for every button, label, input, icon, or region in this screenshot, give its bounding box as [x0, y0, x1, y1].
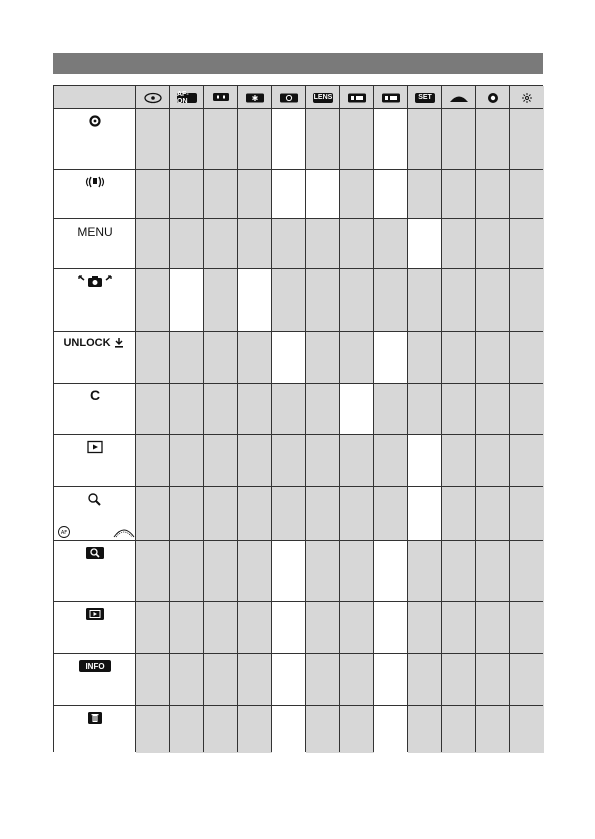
table-cell — [442, 487, 476, 541]
table-cell — [238, 654, 272, 706]
table-cell — [340, 170, 374, 219]
table-cell — [204, 269, 238, 332]
table-cell — [374, 332, 408, 384]
table-cell — [170, 170, 204, 219]
row-playback-label-cell — [54, 435, 136, 487]
svg-text:AF: AF — [60, 530, 68, 536]
row-menu-label-cell — [54, 219, 136, 269]
playback-icon-wrap — [54, 439, 136, 455]
table-cell — [170, 487, 204, 541]
table-cell — [204, 706, 238, 753]
table-cell — [374, 706, 408, 753]
trash-icon-wrap — [54, 710, 136, 726]
table-cell — [476, 487, 510, 541]
magnify-button-icon-wrap — [54, 545, 136, 561]
ae-lock-icon — [245, 92, 265, 104]
magnify-dial-icons — [54, 523, 136, 539]
table-cell — [136, 269, 170, 332]
table-cell — [510, 654, 544, 706]
table-cell — [272, 435, 306, 487]
column-divider — [475, 85, 476, 752]
table-cell — [374, 384, 408, 435]
table-cell — [204, 170, 238, 219]
table-cell — [374, 219, 408, 269]
table-cell — [408, 109, 442, 170]
table-cell — [476, 219, 510, 269]
table-cell — [340, 487, 374, 541]
table-cell — [374, 170, 408, 219]
row-divider — [53, 705, 543, 706]
main-dial-icon-wrap — [442, 86, 476, 109]
stabilizer-icon-wrap — [54, 174, 136, 190]
table-cell — [238, 602, 272, 654]
ae-lock-icon-wrap — [238, 86, 272, 109]
table-cell — [238, 541, 272, 602]
unlock-label: UNLOCK — [63, 337, 111, 349]
table-cell — [442, 541, 476, 602]
main-dial-icon — [449, 92, 469, 104]
table-cell — [374, 435, 408, 487]
af-point-select-icon-wrap — [204, 86, 238, 109]
table-cell — [136, 435, 170, 487]
table-cell — [204, 654, 238, 706]
table-cell — [374, 602, 408, 654]
table-cell — [272, 706, 306, 753]
table-cell — [136, 384, 170, 435]
table-cell — [442, 219, 476, 269]
table-cell — [238, 332, 272, 384]
table-cell — [476, 332, 510, 384]
table-cell — [306, 109, 340, 170]
magnify-sub-icons — [54, 523, 136, 539]
table-cell — [476, 170, 510, 219]
row-divider — [53, 268, 543, 269]
table-cell — [340, 435, 374, 487]
table-cell — [442, 269, 476, 332]
playback-button-icon — [85, 607, 105, 621]
magnify-icon-wrap — [54, 491, 136, 507]
table-cell — [204, 384, 238, 435]
table-cell — [374, 541, 408, 602]
column-divider — [271, 85, 272, 752]
table-cell — [170, 435, 204, 487]
table-cell — [476, 654, 510, 706]
table-cell — [374, 654, 408, 706]
row-magnify-button-label-cell — [54, 541, 136, 602]
metering-modes-icon — [143, 92, 163, 104]
row-divider — [53, 486, 543, 487]
table-cell — [476, 109, 510, 170]
column-divider — [441, 85, 442, 752]
table-cell — [170, 332, 204, 384]
table-cell — [340, 219, 374, 269]
table-cell — [238, 170, 272, 219]
row-divider — [53, 383, 543, 384]
row-camera-tilt-label-cell — [54, 269, 136, 332]
camera-icon — [77, 274, 113, 288]
row-divider — [53, 434, 543, 435]
table-cell — [408, 602, 442, 654]
flash-button-icon — [279, 92, 299, 104]
table-cell — [272, 332, 306, 384]
table-cell — [340, 384, 374, 435]
table-cell — [306, 219, 340, 269]
table-cell — [510, 170, 544, 219]
row-image-stabilizer-label-cell — [54, 170, 136, 219]
table-cell — [510, 541, 544, 602]
table-cell — [510, 706, 544, 753]
table-cell — [306, 602, 340, 654]
table-cell — [408, 170, 442, 219]
table-cell — [510, 109, 544, 170]
header-cell — [510, 86, 544, 109]
table-cell — [408, 654, 442, 706]
af-point-select-icon — [211, 92, 231, 104]
row-playback-button-label-cell — [54, 602, 136, 654]
table-cell — [510, 269, 544, 332]
column-divider — [339, 85, 340, 752]
column-divider — [373, 85, 374, 752]
table-cell — [306, 170, 340, 219]
table-cell — [170, 219, 204, 269]
shutter-icon — [85, 114, 105, 128]
record-button-icon — [483, 92, 503, 104]
table-cell — [510, 384, 544, 435]
table-cell — [238, 269, 272, 332]
table-cell — [510, 487, 544, 541]
unlock-arrow-icon — [114, 337, 124, 349]
table-cell — [442, 170, 476, 219]
table-cell — [306, 435, 340, 487]
table-cell — [510, 219, 544, 269]
table-cell — [170, 541, 204, 602]
table-cell — [272, 602, 306, 654]
table-cell — [170, 384, 204, 435]
table-cell — [408, 706, 442, 753]
header-cell — [204, 86, 238, 109]
row-divider — [53, 540, 543, 541]
playback-icon — [85, 440, 105, 454]
table-cell — [238, 706, 272, 753]
table-cell — [272, 219, 306, 269]
table-cell — [272, 170, 306, 219]
table-cell — [442, 332, 476, 384]
table-cell — [238, 487, 272, 541]
table-cell — [408, 384, 442, 435]
table-cell — [374, 269, 408, 332]
record-button-icon-wrap — [476, 86, 510, 109]
row-divider — [53, 653, 543, 654]
table-cell — [442, 602, 476, 654]
table-cell — [340, 541, 374, 602]
table-cell — [170, 269, 204, 332]
sub-dial-icon — [517, 92, 537, 104]
table-cell — [204, 487, 238, 541]
shutter-icon-wrap — [54, 113, 136, 129]
table-cell — [408, 541, 442, 602]
column-divider — [135, 85, 136, 752]
table-cell — [272, 654, 306, 706]
row-info-label-cell — [54, 654, 136, 706]
table-cell — [272, 109, 306, 170]
header-cell — [238, 86, 272, 109]
column-divider — [407, 85, 408, 752]
table-cell — [306, 487, 340, 541]
table-cell — [170, 602, 204, 654]
set-button-icon: SET — [415, 93, 435, 103]
dial-rotation-2-icon — [381, 92, 401, 104]
table-cell — [136, 332, 170, 384]
table-cell — [204, 219, 238, 269]
table-cell — [170, 654, 204, 706]
table-cell — [510, 435, 544, 487]
table-cell — [136, 654, 170, 706]
table-cell — [238, 109, 272, 170]
table-cell — [442, 435, 476, 487]
header-cell — [306, 86, 340, 109]
dial-rotation-icon — [347, 92, 367, 104]
table-cell — [204, 332, 238, 384]
table-cell — [238, 219, 272, 269]
dial-rotation-icon-wrap — [340, 86, 374, 109]
table-cell — [204, 109, 238, 170]
table-cell — [408, 219, 442, 269]
stabilizer-icon — [85, 175, 105, 189]
custom-label: C — [89, 387, 101, 403]
row-erase-label-cell — [54, 706, 136, 753]
table-cell — [340, 602, 374, 654]
svg-text:✱: ✱ — [251, 93, 259, 103]
table-cell — [238, 435, 272, 487]
table-cell — [272, 269, 306, 332]
table-cell — [476, 384, 510, 435]
table-cell — [136, 170, 170, 219]
row-divider — [53, 601, 543, 602]
header-label-cell — [54, 86, 136, 109]
section-title-bar — [53, 53, 543, 74]
table-cell — [476, 435, 510, 487]
row-custom-label-cell — [54, 384, 136, 435]
table-cell — [340, 332, 374, 384]
magnify-button-icon — [85, 546, 105, 560]
lens-drive-icon: LENS — [313, 94, 333, 101]
table-cell — [442, 654, 476, 706]
table-cell — [136, 602, 170, 654]
header-cell — [136, 86, 170, 109]
table-cell — [306, 654, 340, 706]
table-cell — [442, 706, 476, 753]
table-cell — [272, 487, 306, 541]
table-cell — [306, 541, 340, 602]
table-cell — [340, 269, 374, 332]
header-cell — [272, 86, 306, 109]
table-cell — [204, 602, 238, 654]
table-cell — [374, 109, 408, 170]
table-cell — [204, 541, 238, 602]
header-cell — [170, 86, 204, 109]
table-cell — [136, 706, 170, 753]
magnify-icon — [85, 492, 105, 506]
table-cell — [272, 384, 306, 435]
table-cell — [510, 332, 544, 384]
playback-button-icon-wrap — [54, 606, 136, 622]
table-cell — [306, 706, 340, 753]
metering-modes-icon-wrap — [136, 86, 170, 109]
table-cell — [136, 109, 170, 170]
table-cell — [408, 435, 442, 487]
menu-label: MENU — [77, 225, 113, 239]
table-cell — [306, 384, 340, 435]
row-unlock-label-cell — [54, 332, 136, 384]
camera-icon-wrap — [54, 273, 136, 289]
table-cell — [340, 706, 374, 753]
column-divider — [509, 85, 510, 752]
column-divider — [203, 85, 204, 752]
table-cell — [408, 332, 442, 384]
header-cell — [476, 86, 510, 109]
table-cell — [238, 384, 272, 435]
table-cell — [476, 541, 510, 602]
table-cell — [340, 654, 374, 706]
table-cell — [408, 487, 442, 541]
sub-dial-icon-wrap — [510, 86, 544, 109]
header-cell — [340, 86, 374, 109]
header-cell — [408, 86, 442, 109]
column-divider — [169, 85, 170, 752]
table-cell — [136, 219, 170, 269]
table-cell — [442, 384, 476, 435]
table-cell — [340, 109, 374, 170]
table-cell — [374, 487, 408, 541]
row-magnify-label-cell — [54, 487, 136, 541]
table-cell — [476, 706, 510, 753]
table-cell — [510, 602, 544, 654]
header-cell — [442, 86, 476, 109]
table-cell — [170, 109, 204, 170]
column-divider — [237, 85, 238, 752]
table-cell — [204, 435, 238, 487]
table-cell — [306, 269, 340, 332]
table-cell — [306, 332, 340, 384]
row-shutter-button-label-cell — [54, 109, 136, 170]
row-divider — [53, 218, 543, 219]
function-assignment-table — [53, 85, 543, 752]
info-label: INFO — [79, 660, 111, 672]
column-divider — [305, 85, 306, 752]
af-start-icon: AF-ON — [177, 93, 197, 103]
table-cell — [476, 269, 510, 332]
table-cell — [476, 602, 510, 654]
table-cell — [442, 109, 476, 170]
row-divider — [53, 108, 543, 109]
flash-button-icon-wrap — [272, 86, 306, 109]
table-cell — [272, 541, 306, 602]
row-divider — [53, 331, 543, 332]
dial-rotation-2-icon-wrap — [374, 86, 408, 109]
table-cell — [408, 269, 442, 332]
row-divider — [53, 169, 543, 170]
header-cell — [374, 86, 408, 109]
trash-icon — [85, 711, 105, 725]
table-cell — [136, 487, 170, 541]
table-cell — [136, 541, 170, 602]
table-cell — [170, 706, 204, 753]
